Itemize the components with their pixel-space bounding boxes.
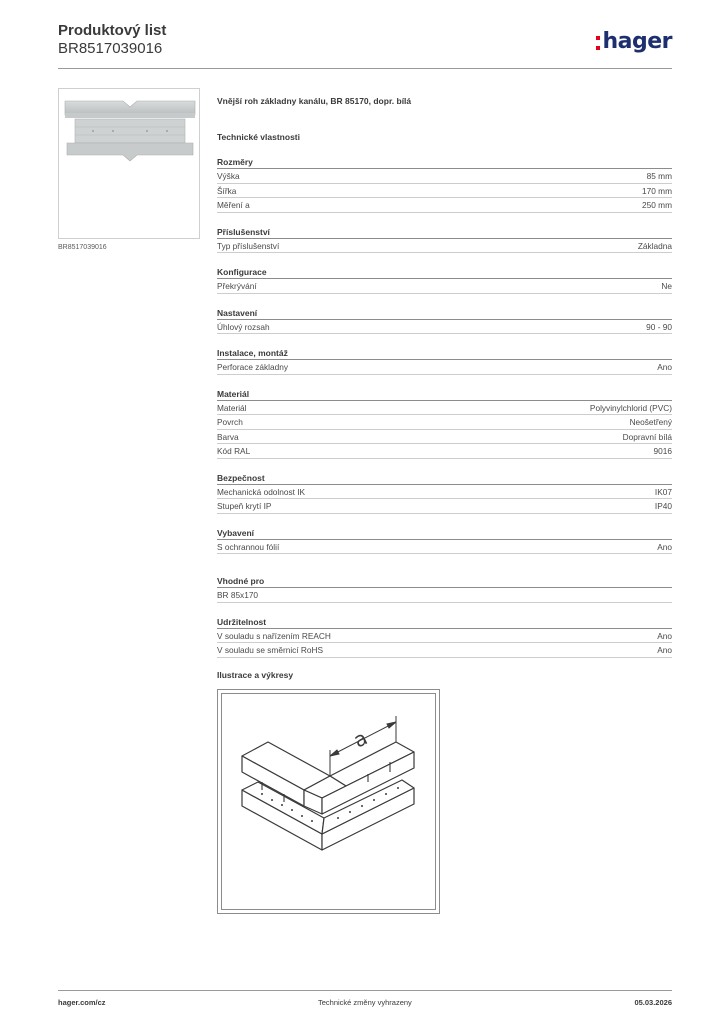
spec-label: Měření a bbox=[217, 200, 250, 210]
footer-website-link[interactable]: hager.com/cz bbox=[58, 998, 106, 1007]
spec-value: Dopravní bílá bbox=[622, 431, 672, 442]
hager-logo[interactable] bbox=[596, 26, 672, 56]
spec-label: Výška bbox=[217, 171, 240, 181]
section-title: Bezpečnost bbox=[217, 471, 672, 485]
spec-row bbox=[217, 169, 672, 184]
section-title: Nastavení bbox=[217, 306, 672, 320]
section-title: Instalace, montáž bbox=[217, 346, 672, 360]
section-safety bbox=[217, 471, 672, 514]
dimension-label: a bbox=[349, 725, 372, 753]
spec-row bbox=[217, 629, 672, 644]
section-settings bbox=[217, 306, 672, 335]
header-divider bbox=[58, 68, 672, 69]
spec-value: Neošetřený bbox=[629, 417, 672, 427]
spec-label: Typ příslušenství bbox=[217, 240, 280, 251]
spec-row bbox=[217, 239, 672, 254]
section-title: Materiál bbox=[217, 387, 672, 401]
spec-row bbox=[217, 588, 672, 603]
spec-row bbox=[217, 643, 672, 658]
spec-label: Materiál bbox=[217, 402, 247, 413]
section-title: Rozměry bbox=[217, 155, 672, 169]
spec-label: Překrývání bbox=[217, 281, 257, 291]
spec-label: Mechanická odolnost IK bbox=[217, 486, 306, 497]
section-dimensions bbox=[217, 155, 672, 213]
section-material bbox=[217, 387, 672, 459]
spec-row bbox=[217, 198, 672, 213]
spec-value: Polyvinylchlorid (PVC) bbox=[589, 402, 672, 413]
section-title: Vhodné pro bbox=[217, 574, 672, 588]
spec-row bbox=[217, 540, 672, 555]
section-suitable-for bbox=[217, 574, 672, 603]
product-name: Vnější roh základny kanálu, BR 85170, dopr. bílá bbox=[217, 96, 412, 106]
spec-value: Ne bbox=[661, 281, 672, 291]
spec-row bbox=[217, 279, 672, 294]
product-details bbox=[217, 95, 672, 658]
spec-label: S ochrannou fólií bbox=[217, 541, 280, 552]
footer-disclaimer: Technické změny vyhrazeny bbox=[318, 998, 412, 1007]
spec-value: Ano bbox=[657, 630, 672, 641]
product-thumbnail[interactable] bbox=[58, 88, 200, 239]
spec-row bbox=[217, 320, 672, 335]
spec-label: Perforace základny bbox=[217, 362, 289, 372]
footer-date: 05.03.2026 bbox=[634, 998, 672, 1007]
section-title: Vybavení bbox=[217, 526, 672, 540]
section-title: Konfigurace bbox=[217, 265, 672, 279]
spec-row bbox=[217, 485, 672, 500]
spec-row bbox=[217, 430, 672, 445]
spec-label: BR 85x170 bbox=[217, 590, 259, 600]
spec-value: 170 mm bbox=[642, 185, 672, 196]
section-accessories bbox=[217, 225, 672, 254]
spec-label: Stupeň krytí IP bbox=[217, 501, 272, 511]
spec-value: IP40 bbox=[654, 501, 672, 511]
section-configuration bbox=[217, 265, 672, 294]
spec-value: Základna bbox=[637, 240, 672, 251]
section-title: Příslušenství bbox=[217, 225, 672, 239]
spec-label: Úhlový rozsah bbox=[217, 321, 270, 332]
corner-drawing-icon bbox=[218, 690, 441, 915]
technical-properties-heading: Technické vlastnosti bbox=[217, 132, 300, 142]
spec-label: Kód RAL bbox=[217, 446, 251, 456]
spec-value: 90 - 90 bbox=[646, 321, 672, 332]
section-installation bbox=[217, 346, 672, 375]
section-equipment bbox=[217, 526, 672, 555]
spec-label: Šířka bbox=[217, 185, 237, 196]
document-code: BR8517039016 bbox=[58, 40, 163, 57]
spec-value: 250 mm bbox=[642, 200, 672, 210]
spec-row bbox=[217, 499, 672, 514]
spec-row bbox=[217, 360, 672, 375]
spec-value: Ano bbox=[657, 362, 672, 372]
logo-dots-icon bbox=[596, 36, 600, 50]
document-title: Produktový list bbox=[58, 22, 167, 39]
section-sustainability bbox=[217, 615, 672, 658]
spec-value: Ano bbox=[657, 645, 672, 655]
product-photo-icon bbox=[63, 97, 197, 167]
spec-row bbox=[217, 184, 672, 199]
spec-value: IK07 bbox=[654, 486, 672, 497]
spec-row bbox=[217, 444, 672, 459]
spec-row bbox=[217, 401, 672, 416]
thumbnail-caption: BR8517039016 bbox=[58, 244, 107, 251]
section-title: Udržitelnost bbox=[217, 615, 672, 629]
spec-label: Barva bbox=[217, 431, 239, 442]
footer-divider bbox=[58, 990, 672, 991]
illustrations-heading: Ilustrace a výkresy bbox=[217, 670, 294, 680]
page-header bbox=[58, 22, 672, 68]
logo-text: hager bbox=[602, 28, 672, 54]
spec-value: 85 mm bbox=[646, 171, 672, 181]
spec-label: Povrch bbox=[217, 417, 243, 427]
spec-value: Ano bbox=[657, 541, 672, 552]
spec-row bbox=[217, 415, 672, 430]
spec-label: V souladu s nařízením REACH bbox=[217, 630, 331, 641]
technical-drawing[interactable] bbox=[217, 689, 440, 914]
spec-value: 9016 bbox=[653, 446, 672, 456]
spec-label: V souladu se směrnicí RoHS bbox=[217, 645, 324, 655]
